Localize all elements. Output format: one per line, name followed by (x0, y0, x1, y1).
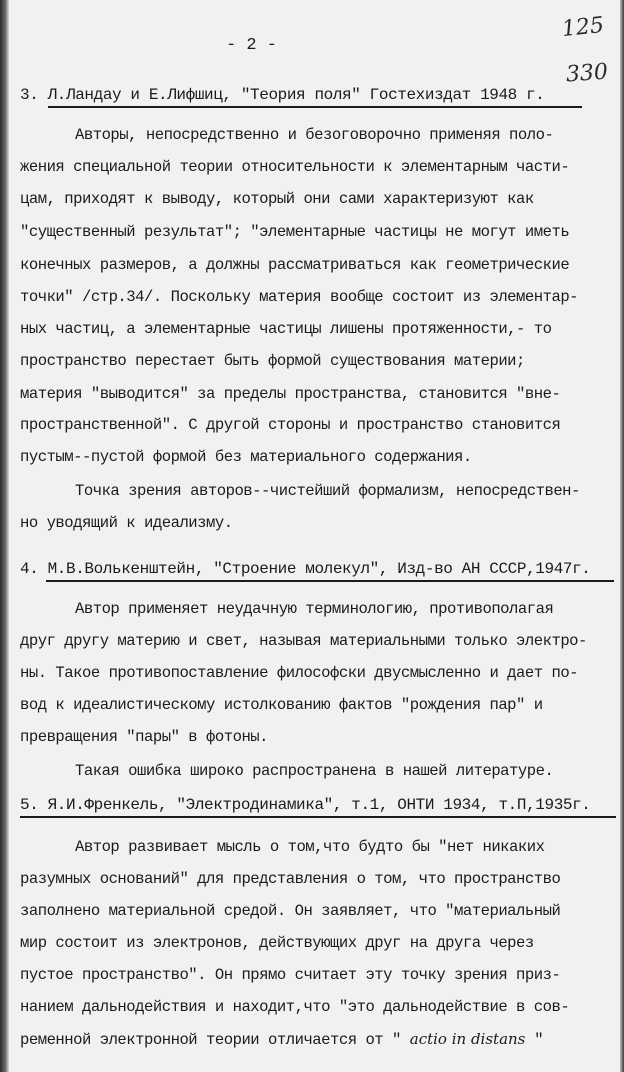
section-3-text-line: пространство перестает быть формой существования материи; (20, 352, 525, 370)
section-4-text-line: вод к идеалистическому истолкованию фактов "рождения пар" и (20, 696, 543, 714)
section-5-heading: 5. Я.И.Френкель, "Электродинамика", т.1, ОНТИ 1934, т.П,1935г. (20, 796, 591, 814)
section-3-text-line: "существенный результат"; "элементарные частицы не могут иметь (20, 223, 570, 241)
section-3-heading: 3. Л.Ландау и Е.Лифшиц, "Теория поля" Гостехиздат 1948 г. (20, 86, 545, 104)
section-5-last-line-text: ременной электронной теории отличается от " (20, 1031, 401, 1049)
section-5-text-line: пустое пространство". Он прямо считает эту точку зрения приз- (20, 966, 561, 984)
section-5-text-line: заполнено материальной средой. Он заявляет, что "материальный (20, 902, 561, 920)
section-3-text-line: цам, приходят к выводу, который они сами характеризуют как (20, 190, 534, 208)
handwritten-number-2: 330 (565, 59, 609, 88)
section-3-text-line: Точка зрения авторов--чистейший формализм, непосредствен- (75, 482, 580, 500)
section-3-text-line: пространственной". С другой стороны и пространство становится (20, 416, 561, 434)
section-4-text-line: ны. Такое противопоставление философски двусмысленно и дает по- (20, 664, 579, 682)
section-5-heading-underline (20, 816, 616, 818)
section-5-text-line (20, 1030, 543, 1049)
section-4-text-line: превращения "пары" в фотоны. (20, 728, 269, 746)
section-3-text-line: ных частиц, а элементарные частицы лишены протяженности,- то (20, 320, 552, 338)
section-4-text-line: Такая ошибка широко распространена в нашей литературе. (75, 762, 554, 780)
section-4-heading: 4. М.В.Волькенштейн, "Строение молекул", Изд-во АН СССР,1947г. (20, 560, 591, 578)
section-3-text-line: конечных размеров, а должны рассматриваться как геометрические (20, 256, 570, 274)
section-3-text-line: точки" /стр.34/. Поскольку материя вообще состоит из элементар- (20, 288, 579, 306)
section-3-text-line: материя "выводится" за пределы пространства, становится "вне- (20, 385, 561, 403)
section-5-text-line: мир состоит из электронов, действующих друг на друга через (20, 934, 534, 952)
section-3-text-line: но уводящий к идеализму. (20, 514, 233, 532)
section-3-heading-underline (48, 106, 582, 108)
section-3-text-line: пустым--пустой формой без материального содержания. (20, 448, 472, 466)
handwritten-number-1: 125 (560, 12, 606, 43)
scan-edge-left (0, 0, 9, 1072)
section-3-text-line: жения специальной теории относительности к элементарным части- (20, 158, 570, 176)
section-4-heading-underline (46, 580, 614, 582)
scan-edge-right (620, 0, 624, 1072)
section-3-text-line: Авторы, непосредственно и безоговорочно применяя поло- (75, 126, 554, 144)
section-5-text-line: разумных оснований" для представления о том, что пространство (20, 870, 561, 888)
section-5-text-line: нанием дальнодействия и находит,что "это дальнодействие в сов- (20, 998, 570, 1016)
page-number: - 2 - (226, 36, 278, 55)
section-4-text-line: Автор применяет неудачную терминологию, противополагая (75, 600, 554, 618)
closing-quote: " (534, 1031, 544, 1049)
section-4-text-line: друг другу материю и свет, называя материальными только электро- (20, 632, 587, 650)
section-5-text-line: Автор развивает мысль о том,что будто бы "нет никаких (75, 838, 545, 856)
handwritten-phrase: actio in distans (409, 1030, 526, 1048)
